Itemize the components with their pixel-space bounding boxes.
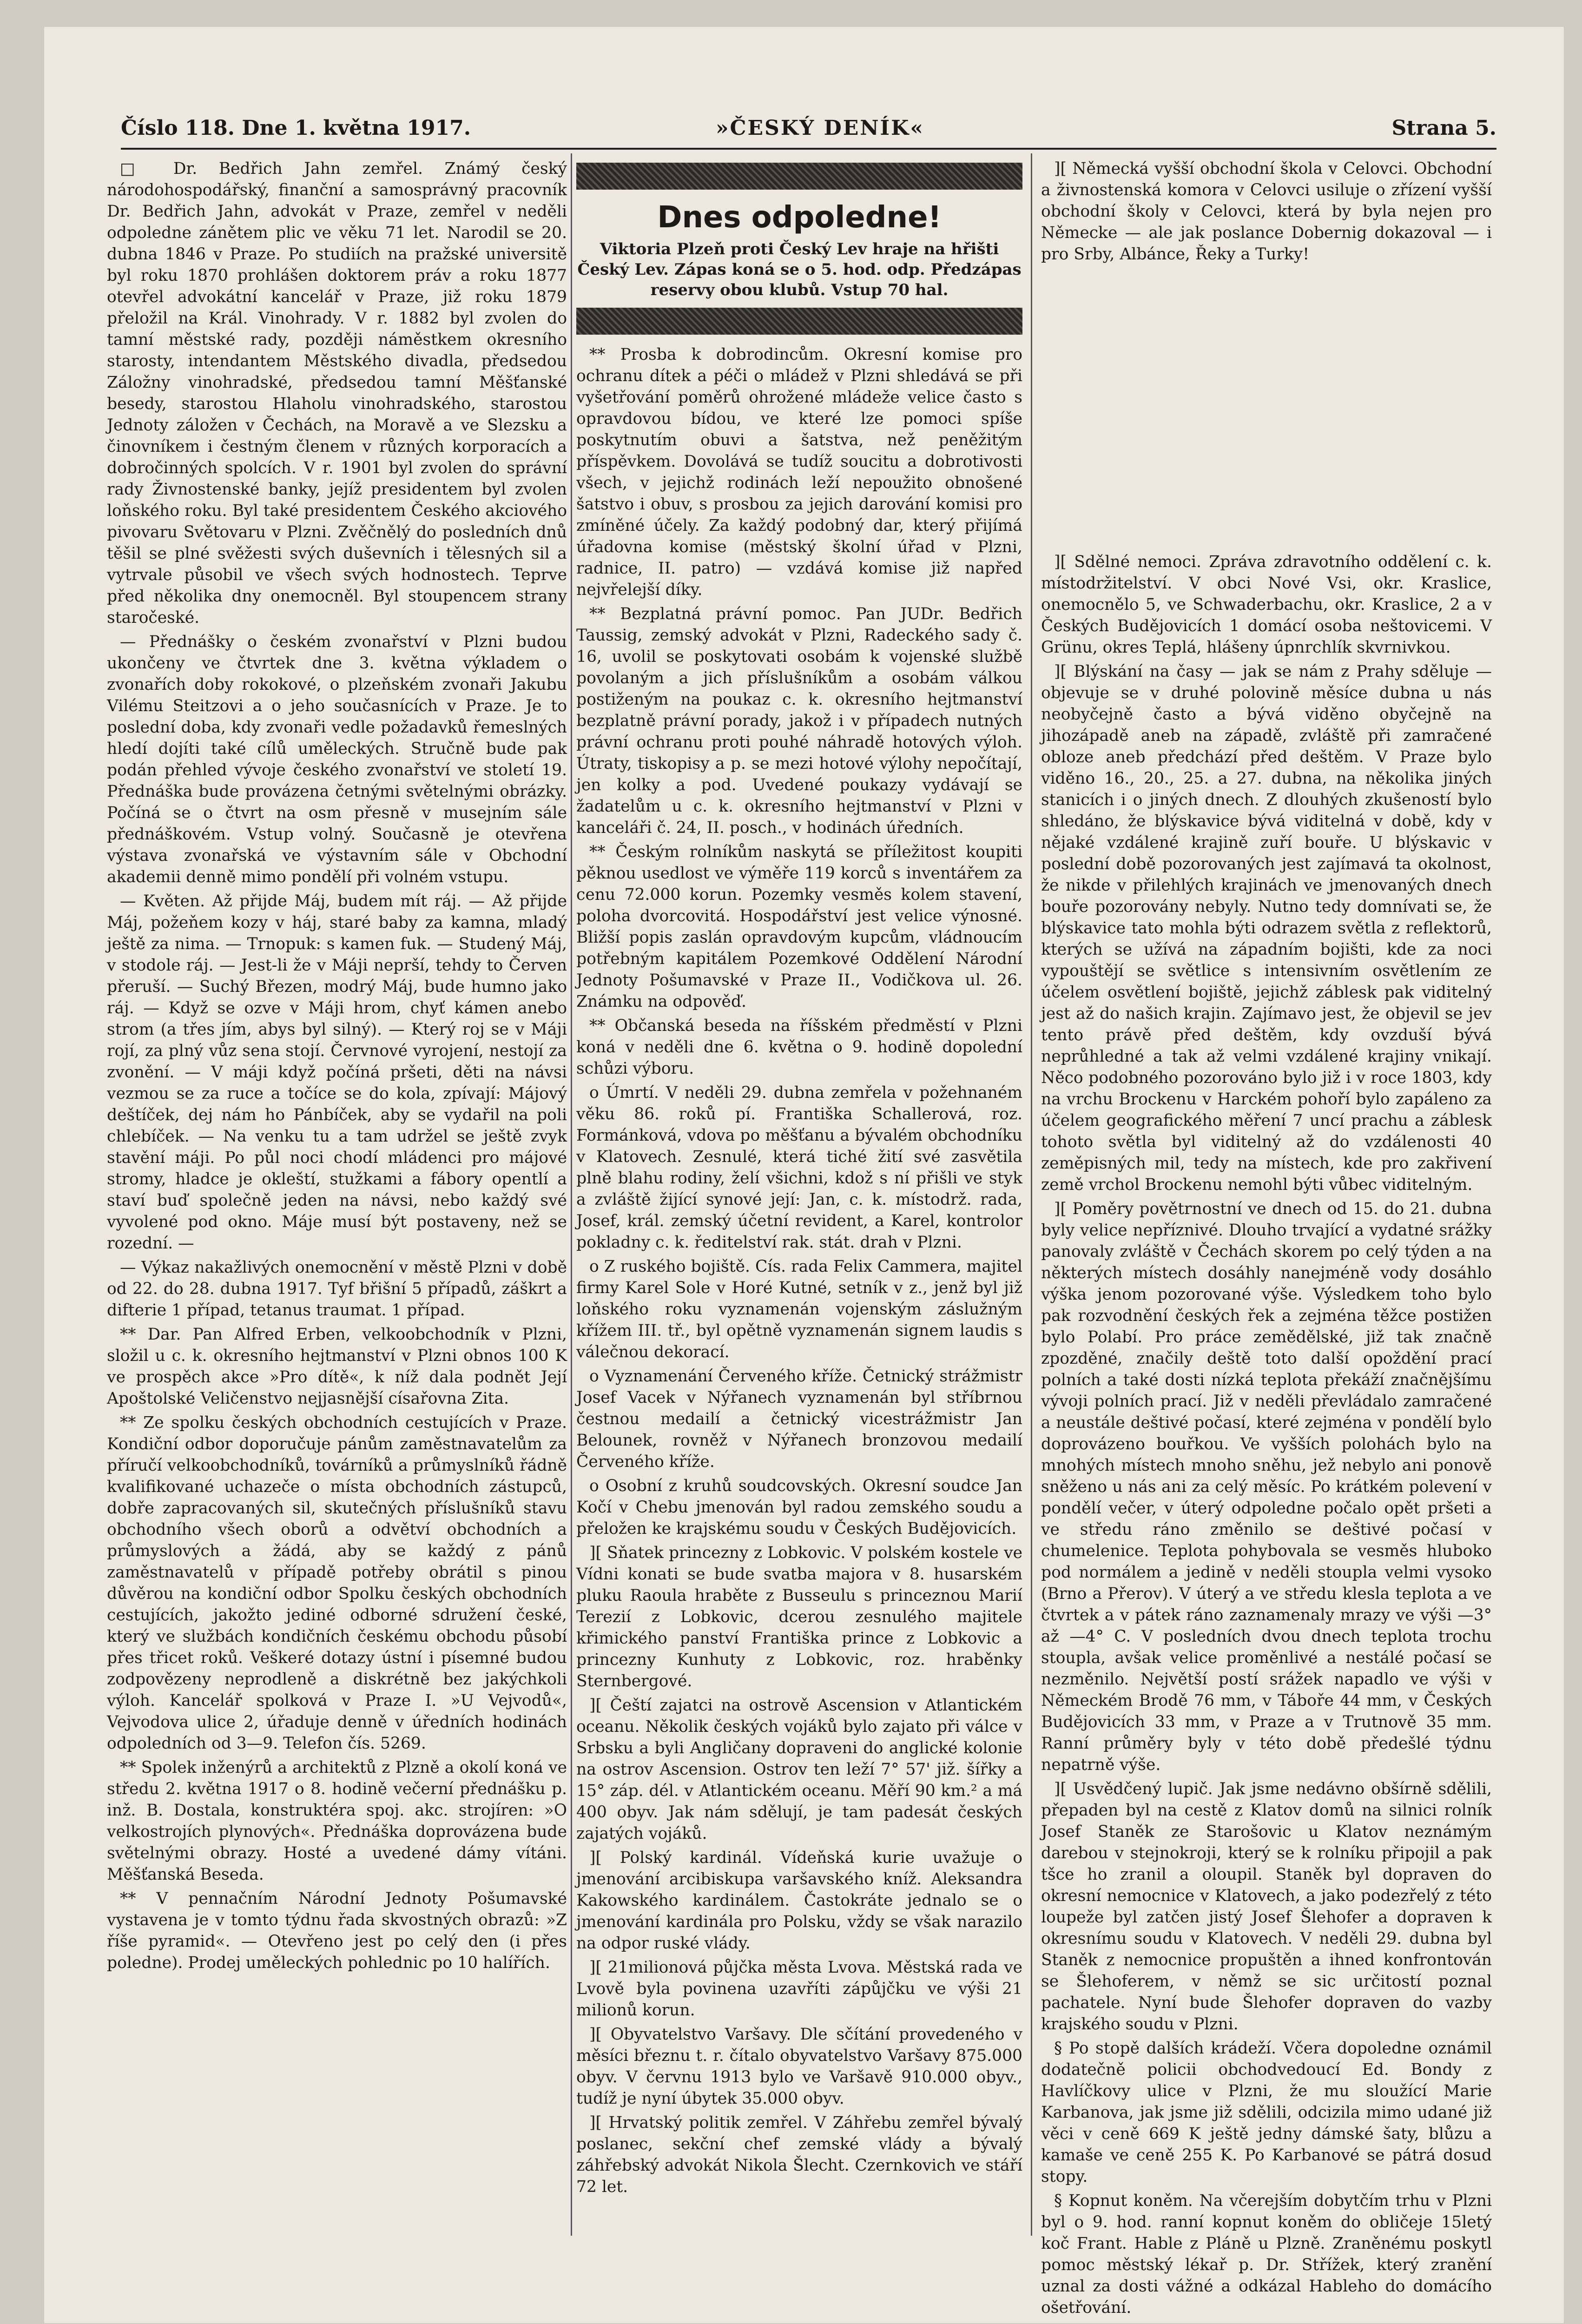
issue-line: Číslo 118. Dne 1. května 1917. xyxy=(121,116,471,140)
article: ][ Hrvatský politik zemřel. V Záhřebu zemřel bývalý poslanec, sekční chef zemské vlády a bývalý záhřebský advokát Nikola Šlecht. Czernkovich ve stáří 72 let. xyxy=(576,2113,1022,2196)
article: ** Spolek inženýrů a architektů z Plzně a okolí koná ve středu 2. května 1917 o 8. hodině večerní přednášku p. inž. B. Dostala, konstruktéra spoj. akc. strojíren: »O velkostrojích plynových«. Přednáška doprovázena bude světelnými obrazy. Hosté a uvedené dámy vítáni. Měšťanská Beseda. xyxy=(107,1758,567,1884)
article: o Z ruského bojiště. Cís. rada Felix Cammera, majitel firmy Karel Sole v Horé Kutné, setník v z., jenž byl již loňského roku vyznamenán vojenským záslužným křížem III. tř., byl opětně vyznamenán signem laudis s válečnou dekorací. xyxy=(576,1257,1022,1361)
column-divider xyxy=(1031,153,1032,2236)
decorative-banner xyxy=(576,163,1022,190)
article: ][ 21milionová půjčka města Lvova. Městská rada ve Lvově byla povinena uzavříti zápůjčku ve výši 21 milionů korun. xyxy=(576,1958,1022,2020)
article: ][ Polský kardinál. Vídeňská kurie uvažuje o jmenování arcibiskupa varšavského kníž. Aleksandra Kakowského kardinálem. Častokráte jednalo se o jmenování kardinála pro Polsku, vždy se však narazilo na odpor ruské vlády. xyxy=(576,1849,1022,1953)
article: ][ Poměry povětrnostní ve dnech od 15. do 21. dubna byly velice nepříznivé. Dlouho trvající a vydatné srážky panovaly zvláště v Čechách skorem po celý týden a na některých místech dosáhly nanejméně vody dosáhlo výška jenom pozorované výše. Výsledkem toho bylo pak rozvodnění českých řek a zejména těžce postižen bylo Polabí. Pro práce zemědělské, již tak značně zpozděné, značily deště toto další opoždění prací polních a také dosti nízká teplota překáží značnějšímu vývoji polních prací. Již v neděli převládalo zamračené a neustále deštivé počasí, které zejména v pondělí bylo doprovázeno bouřkou. Ve vyšších polohách bylo na mnohých místech mnoho sněhu, jež nebylo ani ponově sněženo u nás ani za celý měsíc. Po krátkém polevení v pondělí večer, v úterý odpoledne počalo opět pršeti a ve středu ráno změnilo se deštivé počasí v chumelenice. Teplota pohybovala se vesměs hluboko pod normálem a jedině v neděli stoupla velmi vysoko (Brno a Přerov). V úterý a ve středu klesla teplota a ve čtvrtek a v pátek ráno zaznamenaly mrazy ve výši —3° až —4° C. V posledních dvou dnech teplota trochu stoupla, avšak velice proměnlivé a nestálé počasí se nezměnilo. Největší postí srážek napadlo ve výši v Německém Brodě 76 mm, v Táboře 44 mm, v Českých Budějovicích 33 mm, v Praze a v Trutnově 35 mm. Ranní průměry byly v této době předešlé týdnu nepatrně výše. xyxy=(1041,1200,1492,1774)
article: ][ Usvědčený lupič. Jak jsme nedávno obšírně sdělili, přepaden byl na cestě z Klatov domů na silnici rolník Josef Staněk ze Starošovic u Klatov neznámým darebou v stejnokroji, který se k rolníku připojil a pak tšce ho zranil a oloupil. Staněk byl dopraven do okresní nemocnice v Klatovech, a jako podezřelý z této loupeže byl zatčen jistý Josef Šlehofer a dopraven k okresnímu soudu v Klatovech. V neděli 29. dubna byl Staněk z nemocnice propuštěn a ihned konfrontován se Šlehoferem, v němž se sic určitostí poznal pachatele. Nyní bude Šlehofer dopraven do vazby krajského soudu v Plzni. xyxy=(1041,1780,1492,2034)
column-divider xyxy=(571,153,572,2236)
announcement-title: Dnes odpoledne! xyxy=(657,200,942,235)
article: § Kopnut koněm. Na včerejším dobytčím trhu v Plzni byl o 9. hod. ranní kopnut koněm do obličeje 15letý koč Frant. Hable z Pláně u Plzně. Zraněnému poskytl pomoc městský lékař p. Dr. Střížek, který zranění uznal za dosti vážné a odkázal Hableho do domácího ošetřování. xyxy=(1041,2192,1492,2317)
article: o Úmrtí. V neděli 29. dubna zemřela v požehnaném věku 86. roků pí. Františka Schallerová, roz. Formánková, vdova po měšťanu a bývalém obchodníku v Klatovech. Zesnulé, která tiché žití své zasvětila plně blahu rodiny, želí všichni, kdož s ní přišli ve styk a zvláště žijící synové její: Jan, c. k. místodrž. rada, Josef, král. zemský účetní revident, a Karel, kontrolor pokladny c. k. ředitelství rak. stát. drah v Plzni. xyxy=(576,1083,1022,1252)
article: o Vyznamenání Červeného kříže. Četnický strážmistr Josef Vacek v Nýřanech vyznamenán byl stříbrnou čestnou medailí a četnický vicestrážmistr Jan Belounek, rovněž v Nýřanech bronzovou medailí Červeného kříže. xyxy=(576,1367,1022,1471)
article: — Květen. Až přijde Máj, budem mít ráj. — Až přijde Máj, požeňem kozy v háj, staré baby za kamna, mladý ještě za nima. — Trnopuk: s kamen fuk. — Studený Máj, v stodole ráj. — Jest-li že v Máji neprší, tehdy to Červen přeruší. — Suchý Březen, modrý Máj, bude humno jako ráj. — Když se ozve v Máji hrom, chyť kámen anebo strom (a třes jím, abys byl silný). — Který roj se v Máji rojí, za plný vůz sena stojí. Červnové vyrojení, nestojí za zvonění. — V máji když počíná pršeti, děti na návsi vezmou se za ruce a točíce se do kola, zpívají: Májový deštíček, dej nám ho Pánbíček, aby se vydařil na poli chlebíček. — Na venku tu a tam udržel se ještě zvyk stavění máji. Po půl noci chodí mládenci pro májové stromy, hladce je okleští, stužkami a fábory opentlí a staví buď společně jeden na návsi, nebo každý své vyvolené pod okno. Máje musí být postaveny, než se rozední. — xyxy=(107,892,567,1253)
column-1 xyxy=(107,158,567,2236)
article: § Po stopě dalších krádeží. Včera dopoledne oznámil dodatečně policii obchodvedoucí Ed. Bondy z Havlíčkovy ulice v Plzni, že mu sloužící Marie Karbanova, jak jsme již sdělili, odcizila mimo udané již věci v ceně 669 K ještě jedny dámské šaty, blůzu a kamaše ve ceně 255 K. Po Karbanové se pátrá dosud stopy. xyxy=(1041,2039,1492,2186)
article: ][ Obyvatelstvo Varšavy. Dle sčítání provedeného v měsíci březnu t. r. čítalo obyvatelstvo Varšavy 875.000 obyv. V červnu 1913 bylo ve Varšavě 910.000 obyv., tudíž je nyní úbytek 35.000 obyv. xyxy=(576,2025,1022,2108)
header-rule xyxy=(121,148,1496,150)
decorative-banner xyxy=(576,308,1022,335)
article: o Osobní z kruhů soudcovských. Okresní soudce Jan Kočí v Chebu jmenován byl radou zemského soudu a přeložen ke krajskému soudu v Českých Budějovicích. xyxy=(576,1477,1022,1538)
article: □ Dr. Bedřich Jahn zemřel. Známý český národohospodářský, finanční a samosprávný pracovník Dr. Bedřich Jahn, advokát v Praze, zemřel v neděli odpoledne zánětem plic ve věku 71 let. Narodil se 20. dubna 1846 v Praze. Po studiích na pražské universitě byl roku 1870 prohlášen doktorem práv a roku 1877 otevřel advokátní kancelář v Praze, již roku 1879 přeložil na Král. Vinohrady. V r. 1882 byl zvolen do tamní městské rady, později náměstkem okresního starosty, intendantem Městského divadla, předsedou Záložny vinohradské, předsedou tamní Měšťanské besedy, starostou Hlaholu vinohradského, starostou Jednoty záložen v Čechách, na Moravě a ve Slezsku a činovníkem i čestným členem v různých korporacích a dobročinných spolcích. V r. 1901 byl zvolen do správní rady Živnostenské banky, jejíž presidentem byl zvolen loňského roku. Byl také presidentem Českého akciového pivovaru Světovaru v Plzni. Zvěčnělý do posledních dnů těšil se plné svěžesti svých duševních i tělesných sil a vytrvale působil ve všech svých hodnostech. Teprve před několika dny onemocněl. Byl stoupencem strany staročeské. xyxy=(107,159,567,627)
article: ** Ze spolku českých obchodních cestujících v Praze. Kondiční odbor doporučuje pánům zaměstnavatelům za příručí velkoobchodníků, továrníků a průmyslníků řádně kvalifikované uchazeče o místa obchodních zástupců, dobře zapracovaných sil, skutečných příslušníků stavu obchodního všech oborů a odvětví obchodních a průmyslových a žádá, aby se každý z pánů zaměstnavatelů v případě potřeby obrátil s pinou důvěrou na kondiční odbor Spolku českých obchodních cestujících, jakožto jediné odborné sdružení české, který ve službách kondičních českému obchodu působí přes třicet roků. Veškeré dotazy ústní i písemné budou zodpovězeny neprodleně a diskrétně bez jakýchkoli výloh. Kancelář spolková v Praze I. »U Vejvodů«, Vejvodova ulice 2, úřaduje denně v úředních hodinách odpoledních od 3—9. Telefon čís. 5269. xyxy=(107,1413,567,1753)
article: — Výkaz nakažlivých onemocnění v městě Plzni v době od 22. do 28. dubna 1917. Tyf břišní 5 případů, záškrt a difterie 1 případ, tetanus traumat. 1 případ. xyxy=(107,1258,567,1320)
article: ][ Sňatek princezny z Lobkovic. V polském kostele ve Vídni konati se bude svatba majora v 8. husarském pluku Raoula hraběte z Busseulu s princeznou Marií Terezií z Lobkovic, dcerou zesnulého majitele křimického panství Františka prince z Lobkovic a princezny Kunhuty z Lobkovic, roz. hraběnky Sternbergové. xyxy=(576,1544,1022,1690)
article: ][ Čeští zajatci na ostrově Ascension v Atlantickém oceanu. Několik českých vojáků bylo zajato při válce v Srbsku a byli Angličany dopraveni do anglické kolonie na ostrov Ascension. Ostrov ten leží 7° 57' již. šířky a 15° záp. dél. v Atlantickém oceanu. Měří 90 km.² a má 400 obyv. Jak nám sdělují, je tam padesát českých zajatých vojáků. xyxy=(576,1696,1022,1843)
column-3 xyxy=(1041,158,1492,2317)
page-header xyxy=(121,116,1496,144)
article: ][ Sdělné nemoci. Zpráva zdravotního oddělení c. k. místodržitelství. V obci Nové Vsi, okr. Kraslice, onemocnělo 5, ve Schwaderbachu, okr. Kraslice, 2 a v Českých Budějovicích 1 domácí osoba neštovicemi. V Grünu, okres Teplá, hlášeny úpnrchlík skvrnivkou. xyxy=(1041,553,1492,657)
page-number: Strana 5. xyxy=(1391,116,1496,140)
article: ** Prosba k dobrodincům. Okresní komise pro ochranu dítek a péči o mládež v Plzni shledává se při vyšetřování poměrů ohrožené mládeže velice často s opravdovou bídou, ve které lze pomoci spíše poskytnutím obuvi a šatstva, než peněžitým příspěvkem. Dovolává se tudíž soucitu a dobrotivosti všech, v jejichž rodinách leží nepoužito obnošené šatstvo i obuv, s prosbou za jejich darování komisi pro zmíněné účely. Za každý podobný dar, který přijímá úřadovna komise (městský školní úřad v Plzni, radnice, II. patro) — vzdává komise již napřed nejvřelejší díky. xyxy=(576,345,1022,599)
column-2 xyxy=(576,158,1022,2236)
article: ** Občanská beseda na říšském předměstí v Plzni koná v neděli dne 6. května o 9. hodině dopolední schůzi výboru. xyxy=(576,1017,1022,1078)
article: — Přednášky o českém zvonařství v Plzni budou ukončeny ve čtvrtek dne 3. května výkladem o zvonařích doby rokokové, o plzeňském zvonaři Jakubu Vilému Steitzovi a o jeho současnících v Praze. Je to poslední doba, kdy zvonaři vedle požadavků řemeslných hledí dojíti také cílů uměleckých. Stručně bude pak podán přehled vývoje českého zvonařství ve století 19. Přednáška bude provázena četnými světelnými obrázky. Počíná se o čtvrt na osm přesně v musejním sále přednáškovém. Vstup volný. Současně je otevřena výstava zvonařská ve výstavním sále v Obchodní akademii denně mimo pondělí při volném vstupu. xyxy=(107,633,567,886)
article: ** Bezplatná právní pomoc. Pan JUDr. Bedřich Taussig, zemský advokát v Plzni, Radeckého sady č. 16, uvolil se poskytovati osobám k vojenské službě povolaným a jich příslušníkům a osobám válkou postiženým na poukaz c. k. okresního hejtmanství bezplatně právní porady, jakož i v případech nutných právní ochranu proti pouhé náhradě hotových výloh. Útraty, tiskopisy a p. se mezi hotové výlohy nepočítají, jen kolky a pod. Uvedené poukazy vydávají se žadatelům u c. k. okresního hejtmanství v Plzni v kanceláři č. 24, II. posch., v hodinách úředních. xyxy=(576,605,1022,837)
article: ][ Blýskání na časy — jak se nám z Prahy sděluje — objevuje se v druhé polovině měsíce dubna u nás neobyčejně často a bývá viděno obyčejně na jihozápadě aneb na západě, zvláště při zamračené obloze aneb předchází před deštěm. V Praze bylo viděno 16., 20., 25. a 27. dubna, na několika jiných stanicích i o jiných dnech. Z dlouhých zkušeností bylo shledáno, že blýskavice bývá viditelná v době, kdy v nějaké vzdálené krajině zuří bouře. U blýskavic v poslední době pozorovaných jest zajímavá ta okolnost, že nikde v přilehlých krajinách ve jmenovaných dnech bouře pozorovány nebyly. Nutno tedy domnívati se, že blýskavice tato mohla býti odrazem světla z reflektorů, kterých se užívá na západním bojišti, kde za noci vypouštějí se světlice s intensivním osvětlením ze účelem osvětlení bojiště, jejichž záblesk pak viditelný jest až do našich krajin. Zajímavo jest, že objevil se jev tento právě před deštěm, kdy ovzduší bývá neprůhledné a tak až velmi vzdálené krajiny vnikají. Něco podobného pozorováno bylo již i v roce 1803, kdy na vrchu Brockenu v Harckém pohoří bylo zapáleno za účelem geografického měření 7 uncí prachu a záblesk tohoto světla byl viditelný až do vzdálenosti 40 zeměpisných mil, tedy na místech, kde pro zakřivení země vrchol Brockenu nemohl býti vůbec viditelným. xyxy=(1041,662,1492,1194)
masthead: »ČESKÝ DENÍK« xyxy=(716,116,924,140)
censored-blank xyxy=(1041,268,1492,551)
article: ** Českým rolníkům naskytá se příležitost koupiti pěknou usedlost ve výměře 119 korců s inventářem za cenu 72.000 korun. Pozemky vesměs kolem stavení, poloha dvorcovitá. Hospodářství jest velice výnosné. Bližší popis zaslán opravdovým kupcům, vládnoucím potřebným kapitálem Pozemkové Oddělení Národní Jednoty Pošumavské v Praze II., Vodičkova ul. 26. Známku na odpověď. xyxy=(576,843,1022,1011)
article: ][ Německá vyšší obchodní škola v Celovci. Obchodní a živnostenská komora v Celovci usiluje o zřízení vyšší obchodní školy v Celovci, která by byla nejen pro Německe — ale jak poslance Dobernig dokazoval — i pro Srby, Albánce, Řeky a Turky! xyxy=(1041,159,1492,264)
announcement-body: Viktoria Plzeň proti Český Lev hraje na hřišti Český Lev. Zápas koná se o 5. hod. odp. Předzápas reservy obou klubů. Vstup 70 hal. xyxy=(577,240,1022,299)
article: ** V pennačním Národní Jednoty Pošumavské vystavena je v tomto týdnu řada skvostných obrazů: »Z říše pyramid«. — Otevřeno jest po celý den (i přes poledne). Prodej uměleckých pohlednic po 10 halířích. xyxy=(107,1889,567,1972)
article: ** Dar. Pan Alfred Erben, velkoobchodník v Plzni, složil u c. k. okresního hejtmanství v Plzni obnos 100 K ve prospěch akce »Pro dítě«, k níž dala podnět Její Apoštolské Veličenstvo nejjasnější císařovna Zita. xyxy=(107,1325,567,1408)
